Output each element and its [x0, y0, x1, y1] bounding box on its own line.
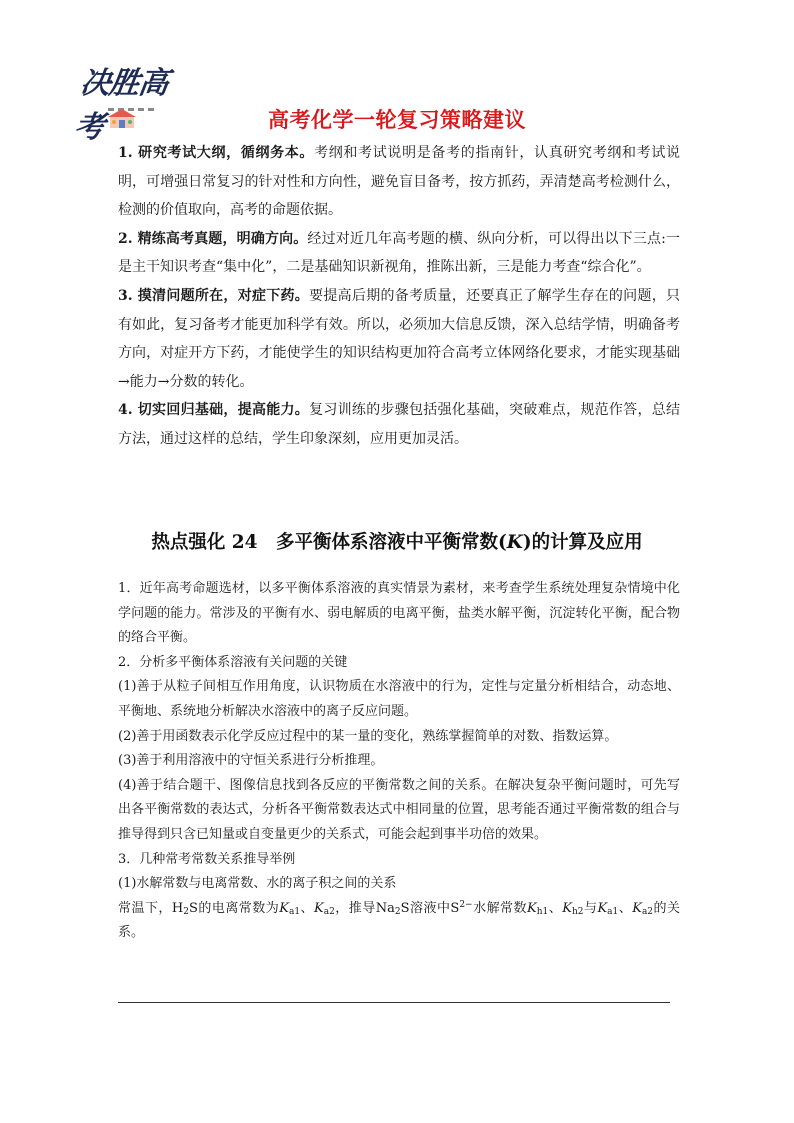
section-title-post: )的计算及应用	[522, 532, 643, 553]
paragraph-7: 3．几种常考常数关系推导举例	[118, 851, 296, 867]
tip-body: 复习训练的步骤包括强化基础，突破难点，规范作答，总结方法，通过这样的总结，学生印象深刻，应用更加灵活。	[118, 402, 681, 447]
paragraph-5: (3)善于利用溶液中的守恒关系进行分析推理。	[118, 753, 384, 769]
tip-body: 要提高后期的备考质量，还要真正了解学生存在的问题，只有如此，复习备考才能更加科学有效。所以，必须加大信息反馈，深入总结学情，明确备考方向，对症开方下药，才能使学生的知识结构更加符合高考立体网络化要求，才能实现基础→能力→分数的转化。	[118, 287, 681, 390]
section-title-pre: 热点强化 24 多平衡体系溶液中平衡常数(	[151, 532, 507, 553]
tip-1	[118, 139, 680, 225]
tip-head: 3. 摸清问题所在，对症下药。	[118, 287, 310, 304]
tip-body: 经过对近几年高考题的横、纵向分析，可以得出以下三点:一是主干知识考查“集中化”，二是基础知识新视角，推陈出新，三是能力考查“综合化”。	[118, 230, 680, 276]
paragraph-1: 1．近年高考命题选材，以多平衡体系溶液的真实情景为素材，来考查学生系统处理复杂情境中化学问题的能力。常涉及的平衡有水、弱电解质的电离平衡，盐类水解平衡，沉淀转化平衡，配合物的络合平衡。	[118, 581, 680, 646]
tip-head: 2. 精练高考真题，明确方向。	[118, 230, 308, 247]
paragraph-6: (4)善于结合题干、图像信息找到各反应的平衡常数之间的关系。在解决复杂平衡问题时，可先写出各平衡常数的表达式，分析各平衡常数表达式中相同量的位置，思考能否通过平衡常数的组合与推导得到只含已知量或自变量更少的关系式，可能会起到事半功倍的效果。	[118, 777, 680, 842]
banner-title: 高考化学一轮复习策略建议	[268, 108, 526, 132]
section-title	[0, 528, 794, 554]
tip-4	[118, 396, 680, 453]
paragraph-2: 2．分析多平衡体系溶液有关问题的关键	[118, 654, 348, 670]
tip-3	[118, 282, 680, 396]
tip-head: 1. 研究考试大纲，循纲务本。	[118, 145, 315, 161]
strategy-tips	[118, 139, 680, 454]
paragraph-3: (1)善于从粒子间相互作用角度，认识物质在水溶液中的行为，定性与定量分析相结合，动态地、平衡地、系统地分析解决水溶液中的离子反应问题。	[118, 679, 680, 719]
paragraph-9: 常温下，$H_2S$的电离常数为$K_{a1}$、$K_{a2}$，推导$Na_2S$溶液中$S^{2-}$水解常数$K_{h1}$、$K_{h2}$与$K_{a1}$、$K_{a2}$的关系。	[118, 899, 680, 941]
paragraph-8: (1)水解常数与电离常数、水的离子积之间的关系	[118, 876, 397, 892]
bottom-divider	[118, 1002, 670, 1003]
logo-dots	[108, 96, 168, 102]
tip-head: 4. 切实回归基础，提高能力。	[118, 402, 310, 419]
tip-body: 考纲和考试说明是备考的指南针，认真研究考纲和考试说明，可增强日常复习的针对性和方向性，避免盲目备考，按方抓药，弄清楚高考检测什么，检测的价值取向，高考的命题依据。	[118, 145, 680, 219]
paragraph-4: (2)善于用函数表示化学反应过程中的某一量的变化，熟练掌握简单的对数、指数运算。	[118, 728, 618, 744]
section-body	[118, 577, 680, 946]
logo-text: 决胜高考	[71, 66, 171, 145]
section-title-k: K	[506, 532, 523, 553]
tip-2	[118, 225, 680, 282]
